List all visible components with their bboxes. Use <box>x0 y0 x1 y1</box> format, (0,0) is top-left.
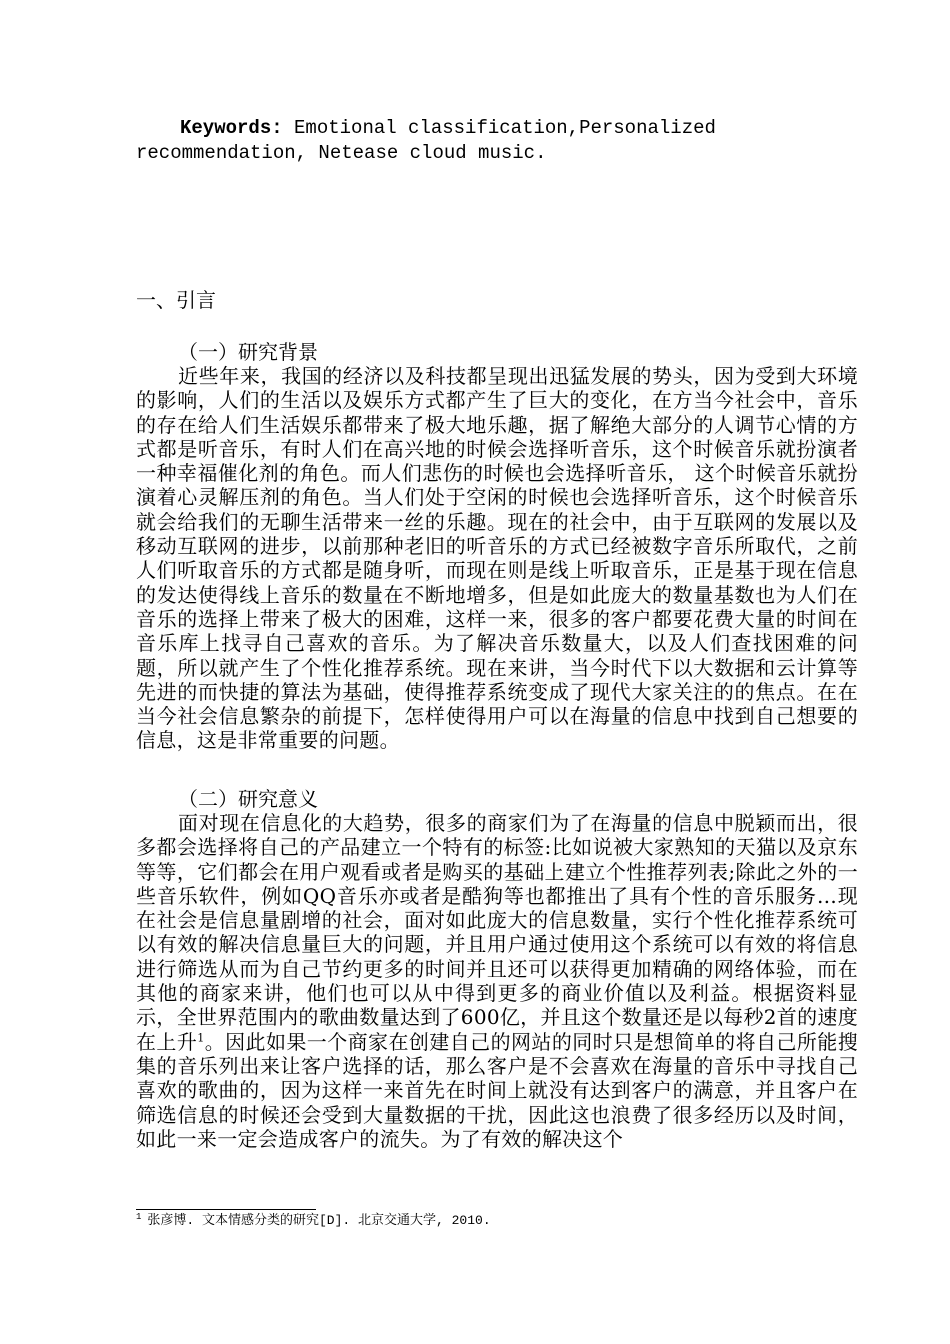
footnote <box>136 1212 491 1230</box>
keywords-text: Emotional classification,Personalized recommendation, Netease cloud music. <box>136 117 716 164</box>
paragraph-background: 近些年来，我国的经济以及科技都呈现出迅猛发展的势头，因为受到大环境的影响，人们的生活以及娱乐方式都产生了巨大的变化，在方当今社会中，音乐的存在给人们生活娱乐都带来了极大地乐趣，据了解绝大部分的人调节心情的方式都是听音乐，有时人们在高兴地的时候会选择听音乐，这个时候音乐就扮演者一种幸福催化剂的角色。而人们悲伤的时候也会选择听音乐， 这个时候音乐就扮演着心灵解压剂的角色。当人们处于空闲的时候也会选择听音乐，这个时候音乐就会给我们的无聊生活带来一丝的乐趣。现在的社会中，由于互联网的发展以及移动互联网的进步，以前那种老旧的听音乐的方式已经被数字音乐所取代，之前人们听取音乐的方式都是随身听，而现在则是线上听取音乐，正是基于现在信息的发达使得线上音乐的数量在不断地增多，但是如此庞大的数量基数也为人们在音乐的选择上带来了极大的困难，这样一来，很多的客户都要花费大量的时间在音乐库上找寻自己喜欢的音乐。为了解决音乐数量大，以及人们查找困难的问题，所以就产生了个性化推荐系统。现在来讲，当今时代下以大数据和云计算等先进的而快捷的算法为基础，使得推荐系统变成了现代大家关注的的焦点。在在当今社会信息繁杂的前提下，怎样使得用户可以在海量的信息中找到自己想要的信息，这是非常重要的问题。 <box>136 364 858 753</box>
subsection-heading-background: （一）研究背景 <box>178 340 318 364</box>
footnote-divider <box>136 1209 316 1210</box>
keywords-label: Keywords: <box>180 117 283 139</box>
paragraph-significance-part-a: 面对现在信息化的大趋势，很多的商家们为了在海量的信息中脱颖而出，很多都会选择将自己的产品建立一个特有的标签:比如说被大家熟知的天猫以及京东等等，它们都会在用户观看或者是购买的基础上建立个性推荐列表;除此之外的一些音乐软件，例如QQ音乐亦或者是酷狗等也都推出了具有个性的音乐服务…现在社会是信息量剧增的社会，面对如此庞大的信息数量，实行个性化推荐系统可以有效的解决信息量巨大的问题，并且用户通过使用这个系统可以有效的将信息进行筛选从而为自己节约更多的时间并且还可以获得更加精确的网络体验，而在其他的商家来讲，他们也可以从中得到更多的商业价值以及利益。根据资料显示，全世界范围内的歌曲数量达到了600亿，并且这个数量还是以每秒2首的速度在上升 <box>136 811 858 1054</box>
paragraph-significance-part-b: 。因此如果一个商家在创建自己的网站的同时只是想简单的将自己所能搜集的音乐列出来让客户选择的话，那么客户是不会喜欢在海量的音乐中寻找自己喜欢的歌曲的，因为这样一来首先在时间上就没有达到客户的满意，并且客户在筛选信息的时候还会受到大量数据的干扰，因此这也浪费了很多经历以及时间，如此一来一定会造成客户的流失。为了有效的解决这个 <box>136 1029 858 1151</box>
keywords-line <box>136 116 876 166</box>
section-heading: 一、引言 <box>136 288 216 312</box>
paragraph-significance <box>136 811 858 1151</box>
footnote-mark: 1 <box>136 1211 142 1222</box>
subsection-heading-significance: （二）研究意义 <box>178 787 318 811</box>
footnote-text: 张彦博. 文本情感分类的研究[D]. 北京交通大学, 2010. <box>147 1213 491 1228</box>
footnote-reference[interactable]: 1 <box>197 1031 205 1045</box>
